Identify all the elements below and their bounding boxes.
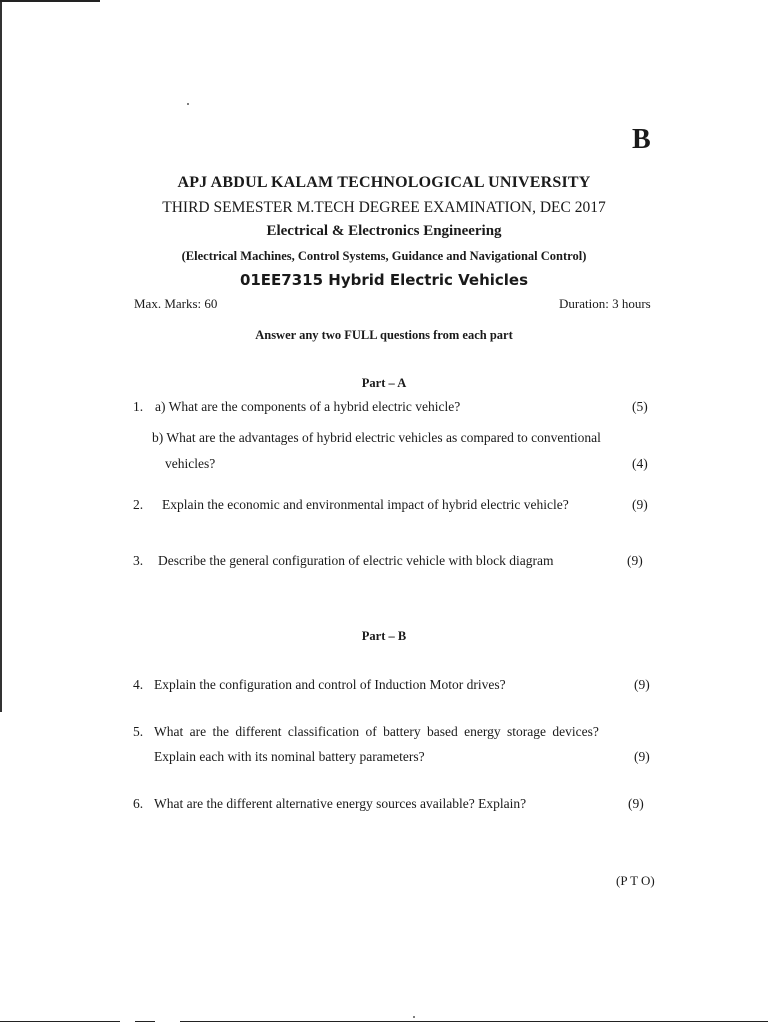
question-1b-marks: (4) — [632, 456, 648, 471]
question-1b-text-cont: vehicles? — [165, 456, 216, 471]
question-6-marks: (9) — [628, 796, 644, 811]
max-marks: Max. Marks: 60 — [134, 296, 218, 311]
scan-edge-top — [0, 0, 100, 2]
specialization: (Electrical Machines, Control Systems, Guidance and Navigational Control) — [181, 249, 587, 263]
please-turn-over: (P T O) — [616, 873, 655, 888]
scan-speck — [187, 103, 189, 105]
question-5-marks: (9) — [634, 749, 650, 764]
set-code: B — [632, 124, 651, 155]
question-4-text: Explain the configuration and control of Induction Motor drives? — [154, 677, 506, 692]
question-1b-text: b) What are the advantages of hybrid electric vehicles as compared to conventional — [152, 430, 601, 445]
course-title: 01EE7315 Hybrid Electric Vehicles — [239, 271, 529, 289]
question-5-text-cont: Explain each with its nominal battery parameters? — [154, 749, 425, 764]
question-number: 2. — [133, 497, 144, 512]
question-2-text: Explain the economic and environmental impact of hybrid electric vehicle? — [162, 497, 569, 512]
part-a-title: Part – A — [361, 376, 407, 390]
question-6-text: What are the different alternative energy sources available? Explain? — [154, 796, 527, 811]
question-number: 4. — [133, 677, 144, 692]
department: Electrical & Electronics Engineering — [266, 223, 502, 239]
duration: Duration: 3 hours — [559, 296, 651, 311]
part-b-title: Part – B — [361, 629, 407, 643]
scan-edge-bottom — [180, 1021, 768, 1022]
question-3-text: Describe the general configuration of electric vehicle with block diagram — [158, 553, 554, 568]
instruction: Answer any two FULL questions from each part — [255, 328, 513, 342]
question-1a-marks: (5) — [632, 399, 648, 414]
question-number: 3. — [133, 553, 144, 568]
question-number: 6. — [133, 796, 144, 811]
exam-title: THIRD SEMESTER M.TECH DEGREE EXAMINATION, DEC 2017 — [162, 199, 606, 216]
scan-edge-bottom — [0, 1021, 120, 1022]
question-5-text: What are the different classification of battery based energy storage devices? — [154, 724, 599, 739]
question-number: 5. — [133, 724, 144, 739]
university-name: APJ ABDUL KALAM TECHNOLOGICAL UNIVERSITY — [177, 174, 591, 191]
question-1a-text: a) What are the components of a hybrid electric vehicle? — [155, 399, 461, 414]
scan-edge-bottom — [135, 1021, 155, 1022]
scan-edge-left — [0, 2, 2, 712]
question-3-marks: (9) — [627, 553, 643, 568]
question-number: 1. — [133, 399, 144, 414]
question-4-marks: (9) — [634, 677, 650, 692]
question-2-marks: (9) — [632, 497, 648, 512]
scan-speck — [413, 1016, 415, 1018]
